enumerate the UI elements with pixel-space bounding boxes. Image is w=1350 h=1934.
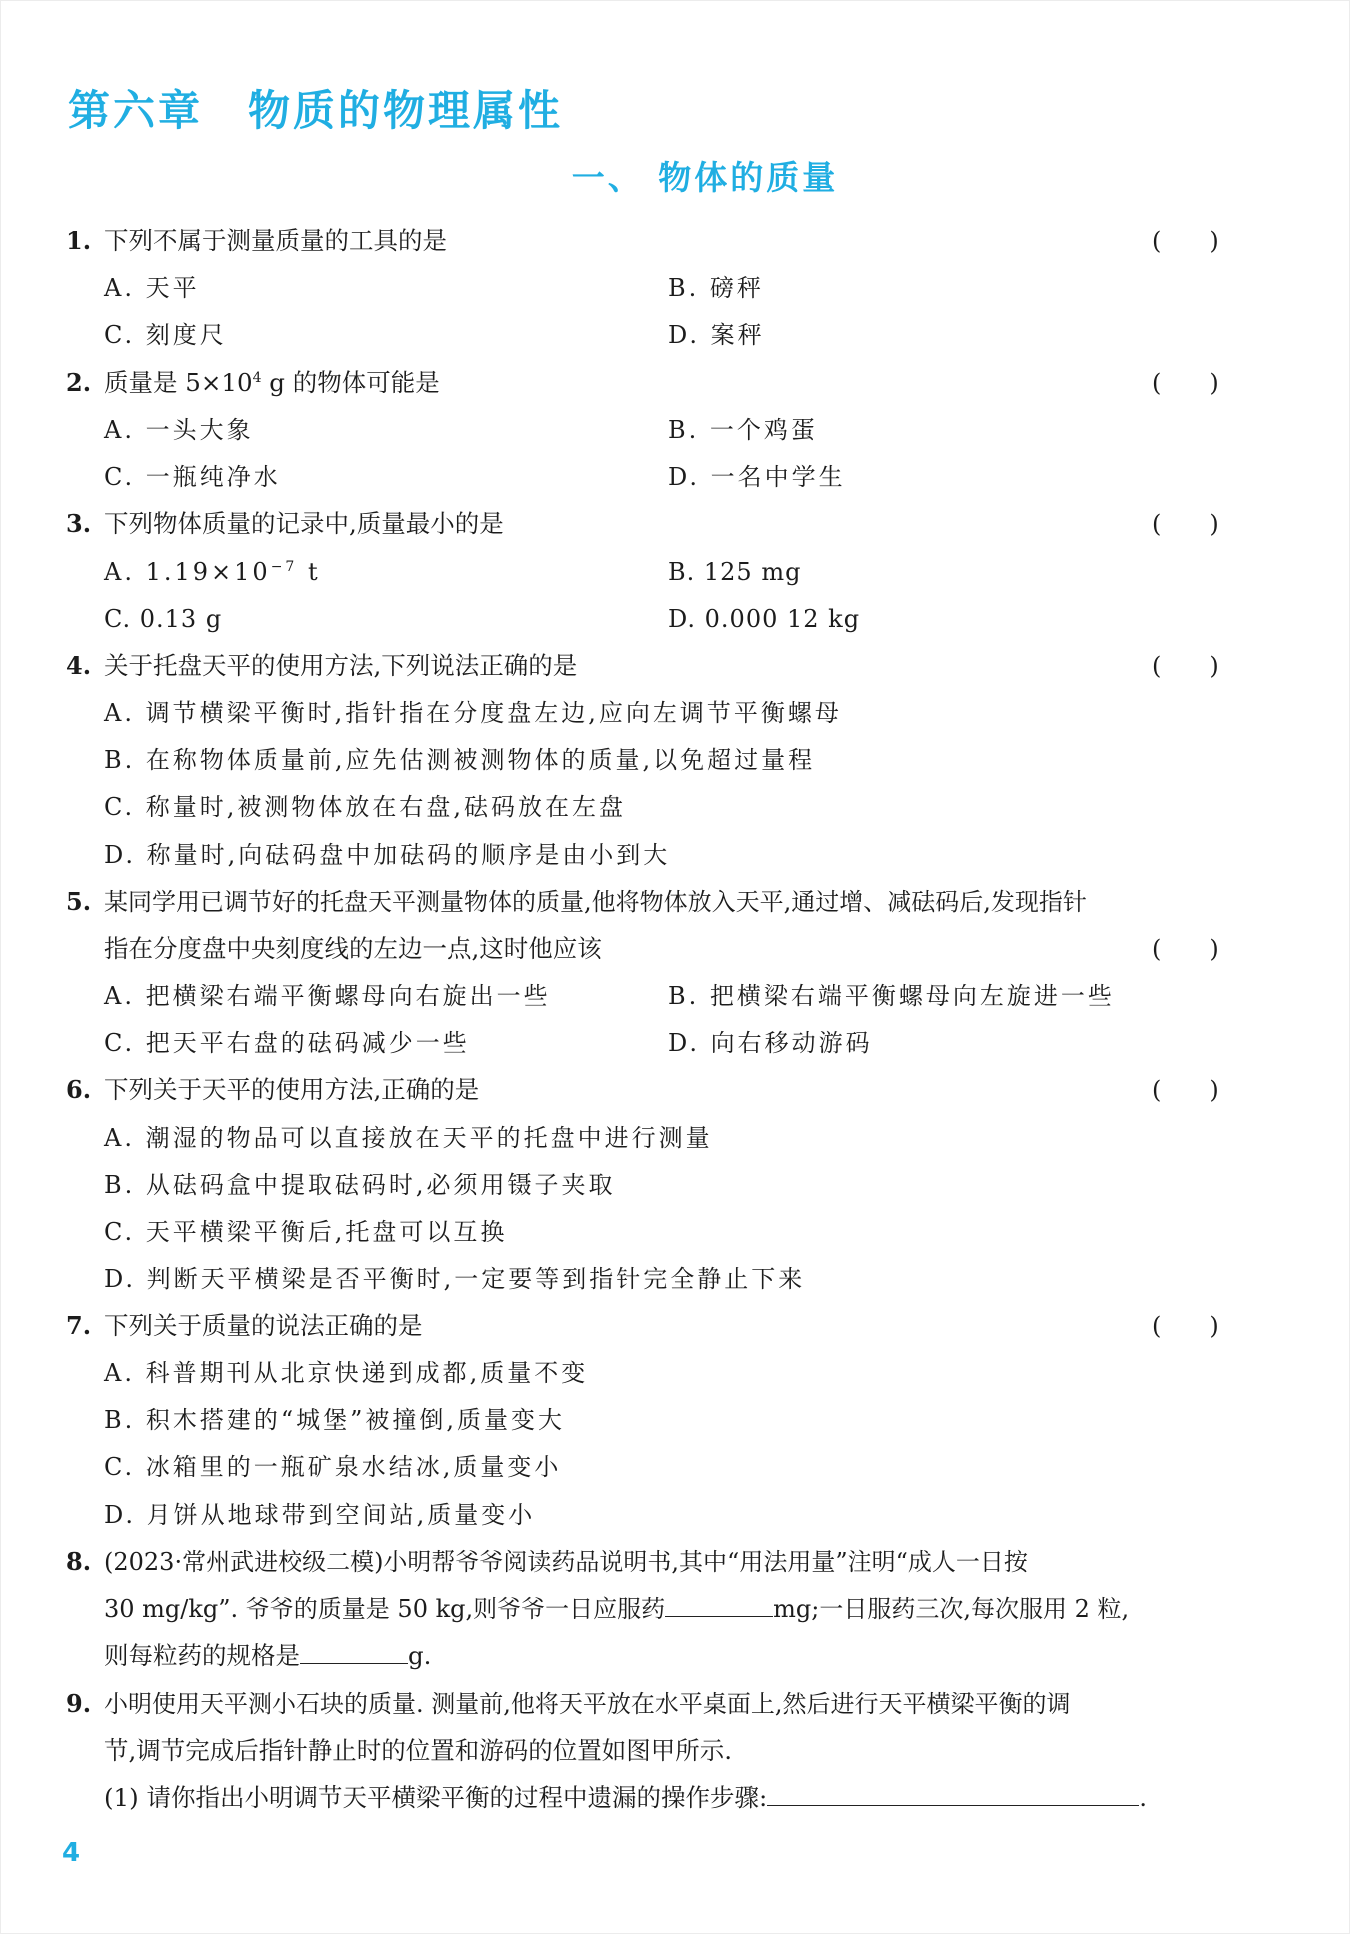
question-text-line-1: (2023·常州武进校级二模)小明帮爷爷阅读药品说明书,其中“用法用量”注明“成人一日按 [104,1548,1028,1576]
question-text: 关于托盘天平的使用方法,下列说法正确的是 [104,651,578,680]
question-text: 下列物体质量的记录中,质量最小的是 [104,509,504,538]
option-d[interactable]: D. 案秤 [668,321,765,349]
answer-bracket[interactable]: ( ) [1152,227,1219,255]
question-number: 9. [66,1689,92,1718]
question-text-line-2: 节,调节完成后指针静止时的位置和游码的位置如图甲所示. [104,1736,733,1765]
option-b[interactable]: B. 一个鸡蛋 [668,416,818,444]
exponent: 4 [252,369,262,386]
option-a[interactable]: A. 潮湿的物品可以直接放在天平的托盘中进行测量 [104,1124,713,1152]
option-b[interactable]: B. 125 mg [668,558,802,586]
question-number: 5. [66,887,92,916]
answer-bracket[interactable]: ( ) [1152,510,1219,538]
question-text-line-2 [104,1594,1129,1624]
question-text [104,368,440,398]
option-c[interactable]: C. 天平横梁平衡后,托盘可以互换 [104,1218,508,1246]
option-c[interactable]: C. 把天平右盘的砝码减少一些 [104,1029,470,1057]
option-a[interactable]: A. 天平 [104,274,200,302]
text-part: (1) 请你指出小明调节天平横梁平衡的过程中遗漏的操作步骤: [104,1783,768,1812]
text-part: g. [408,1641,432,1670]
question-text: 下列不属于测量质量的工具的是 [104,226,447,255]
option-d[interactable]: D. 判断天平横梁是否平衡时,一定要等到指针完全静止下来 [104,1265,806,1293]
answer-bracket[interactable]: ( ) [1152,369,1219,397]
question-number: 7. [66,1311,92,1340]
question-number: 3. [66,509,92,538]
option-a[interactable]: A. 把横梁右端平衡螺母向右旋出一些 [104,982,551,1010]
option-b[interactable]: B. 把横梁右端平衡螺母向左旋进一些 [668,982,1115,1010]
option-c[interactable]: C. 一瓶纯净水 [104,463,281,491]
text-part: 则每粒药的规格是 [104,1641,300,1670]
answer-blank-2[interactable] [300,1641,408,1664]
option-d[interactable]: D. 月饼从地球带到空间站,质量变小 [104,1501,536,1529]
question-text-line-2: 指在分度盘中央刻度线的左边一点,这时他应该 [104,934,602,963]
option-c[interactable]: C. 冰箱里的一瓶矿泉水结冰,质量变小 [104,1453,562,1481]
option-a[interactable]: A. 一头大象 [104,416,254,444]
answer-bracket[interactable]: ( ) [1152,1312,1219,1340]
text-part: . [1139,1783,1148,1812]
option-b[interactable]: B. 从砝码盒中提取砝码时,必须用镊子夹取 [104,1171,616,1199]
answer-blank-3[interactable] [767,1783,1139,1806]
option-b[interactable]: B. 磅秤 [668,274,764,302]
question-text: 下列关于天平的使用方法,正确的是 [104,1075,480,1104]
question-text-line-3 [104,1641,431,1671]
text-part: 30 mg/kg”. 爷爷的质量是 50 kg,则爷爷一日应服药 [104,1595,666,1623]
answer-bracket[interactable]: ( ) [1152,1076,1219,1104]
question-number: 1. [66,226,92,255]
question-number: 4. [66,651,92,680]
option-d[interactable]: D. 向右移动游码 [668,1029,873,1057]
text-part: mg;一日服药三次,每次服用 2 粒, [773,1595,1130,1623]
text-part: 质量是 5×10 [104,368,253,397]
section-title: 一、 物体的质量 [571,158,839,197]
text-part: A. 1.19×10 [104,558,271,586]
answer-bracket[interactable]: ( ) [1152,652,1219,680]
option-d[interactable]: D. 一名中学生 [668,463,846,491]
exponent: −7 [270,559,298,575]
text-part: t [297,558,321,586]
option-c[interactable]: C. 称量时,被测物体放在右盘,砝码放在左盘 [104,793,627,821]
question-number: 6. [66,1075,92,1104]
option-c[interactable]: C. 刻度尺 [104,321,227,349]
option-c[interactable]: C. 0.13 g [104,605,223,633]
answer-bracket[interactable]: ( ) [1152,935,1219,963]
option-b[interactable]: B. 积木搭建的“城堡”被撞倒,质量变大 [104,1406,566,1434]
option-a[interactable]: A. 科普期刊从北京快递到成都,质量不变 [104,1359,589,1387]
question-text-line-1: 小明使用天平测小石块的质量. 测量前,他将天平放在水平桌面上,然后进行天平横梁平衡的调 [104,1690,1071,1718]
page-number: 4 [62,1838,81,1868]
text-part: g 的物体可能是 [261,368,440,397]
option-a[interactable]: A. 调节横梁平衡时,指针指在分度盘左边,应向左调节平衡螺母 [104,699,842,727]
question-text-line-1: 某同学用已调节好的托盘天平测量物体的质量,他将物体放入天平,通过增、减砝码后,发现指针 [104,888,1087,916]
question-text: 下列关于质量的说法正确的是 [104,1311,423,1340]
chapter-title: 第六章 物质的物理属性 [68,86,564,135]
option-a[interactable] [104,557,321,587]
question-number: 2. [66,368,92,397]
answer-blank-1[interactable] [665,1594,773,1617]
option-d[interactable]: D. 称量时,向砝码盘中加砝码的顺序是由小到大 [104,841,671,869]
question-number: 8. [66,1547,92,1576]
option-b[interactable]: B. 在称物体质量前,应先估测被测物体的质量,以免超过量程 [104,746,816,774]
sub-question-1 [104,1783,1147,1813]
option-d[interactable]: D. 0.000 12 kg [668,605,861,633]
